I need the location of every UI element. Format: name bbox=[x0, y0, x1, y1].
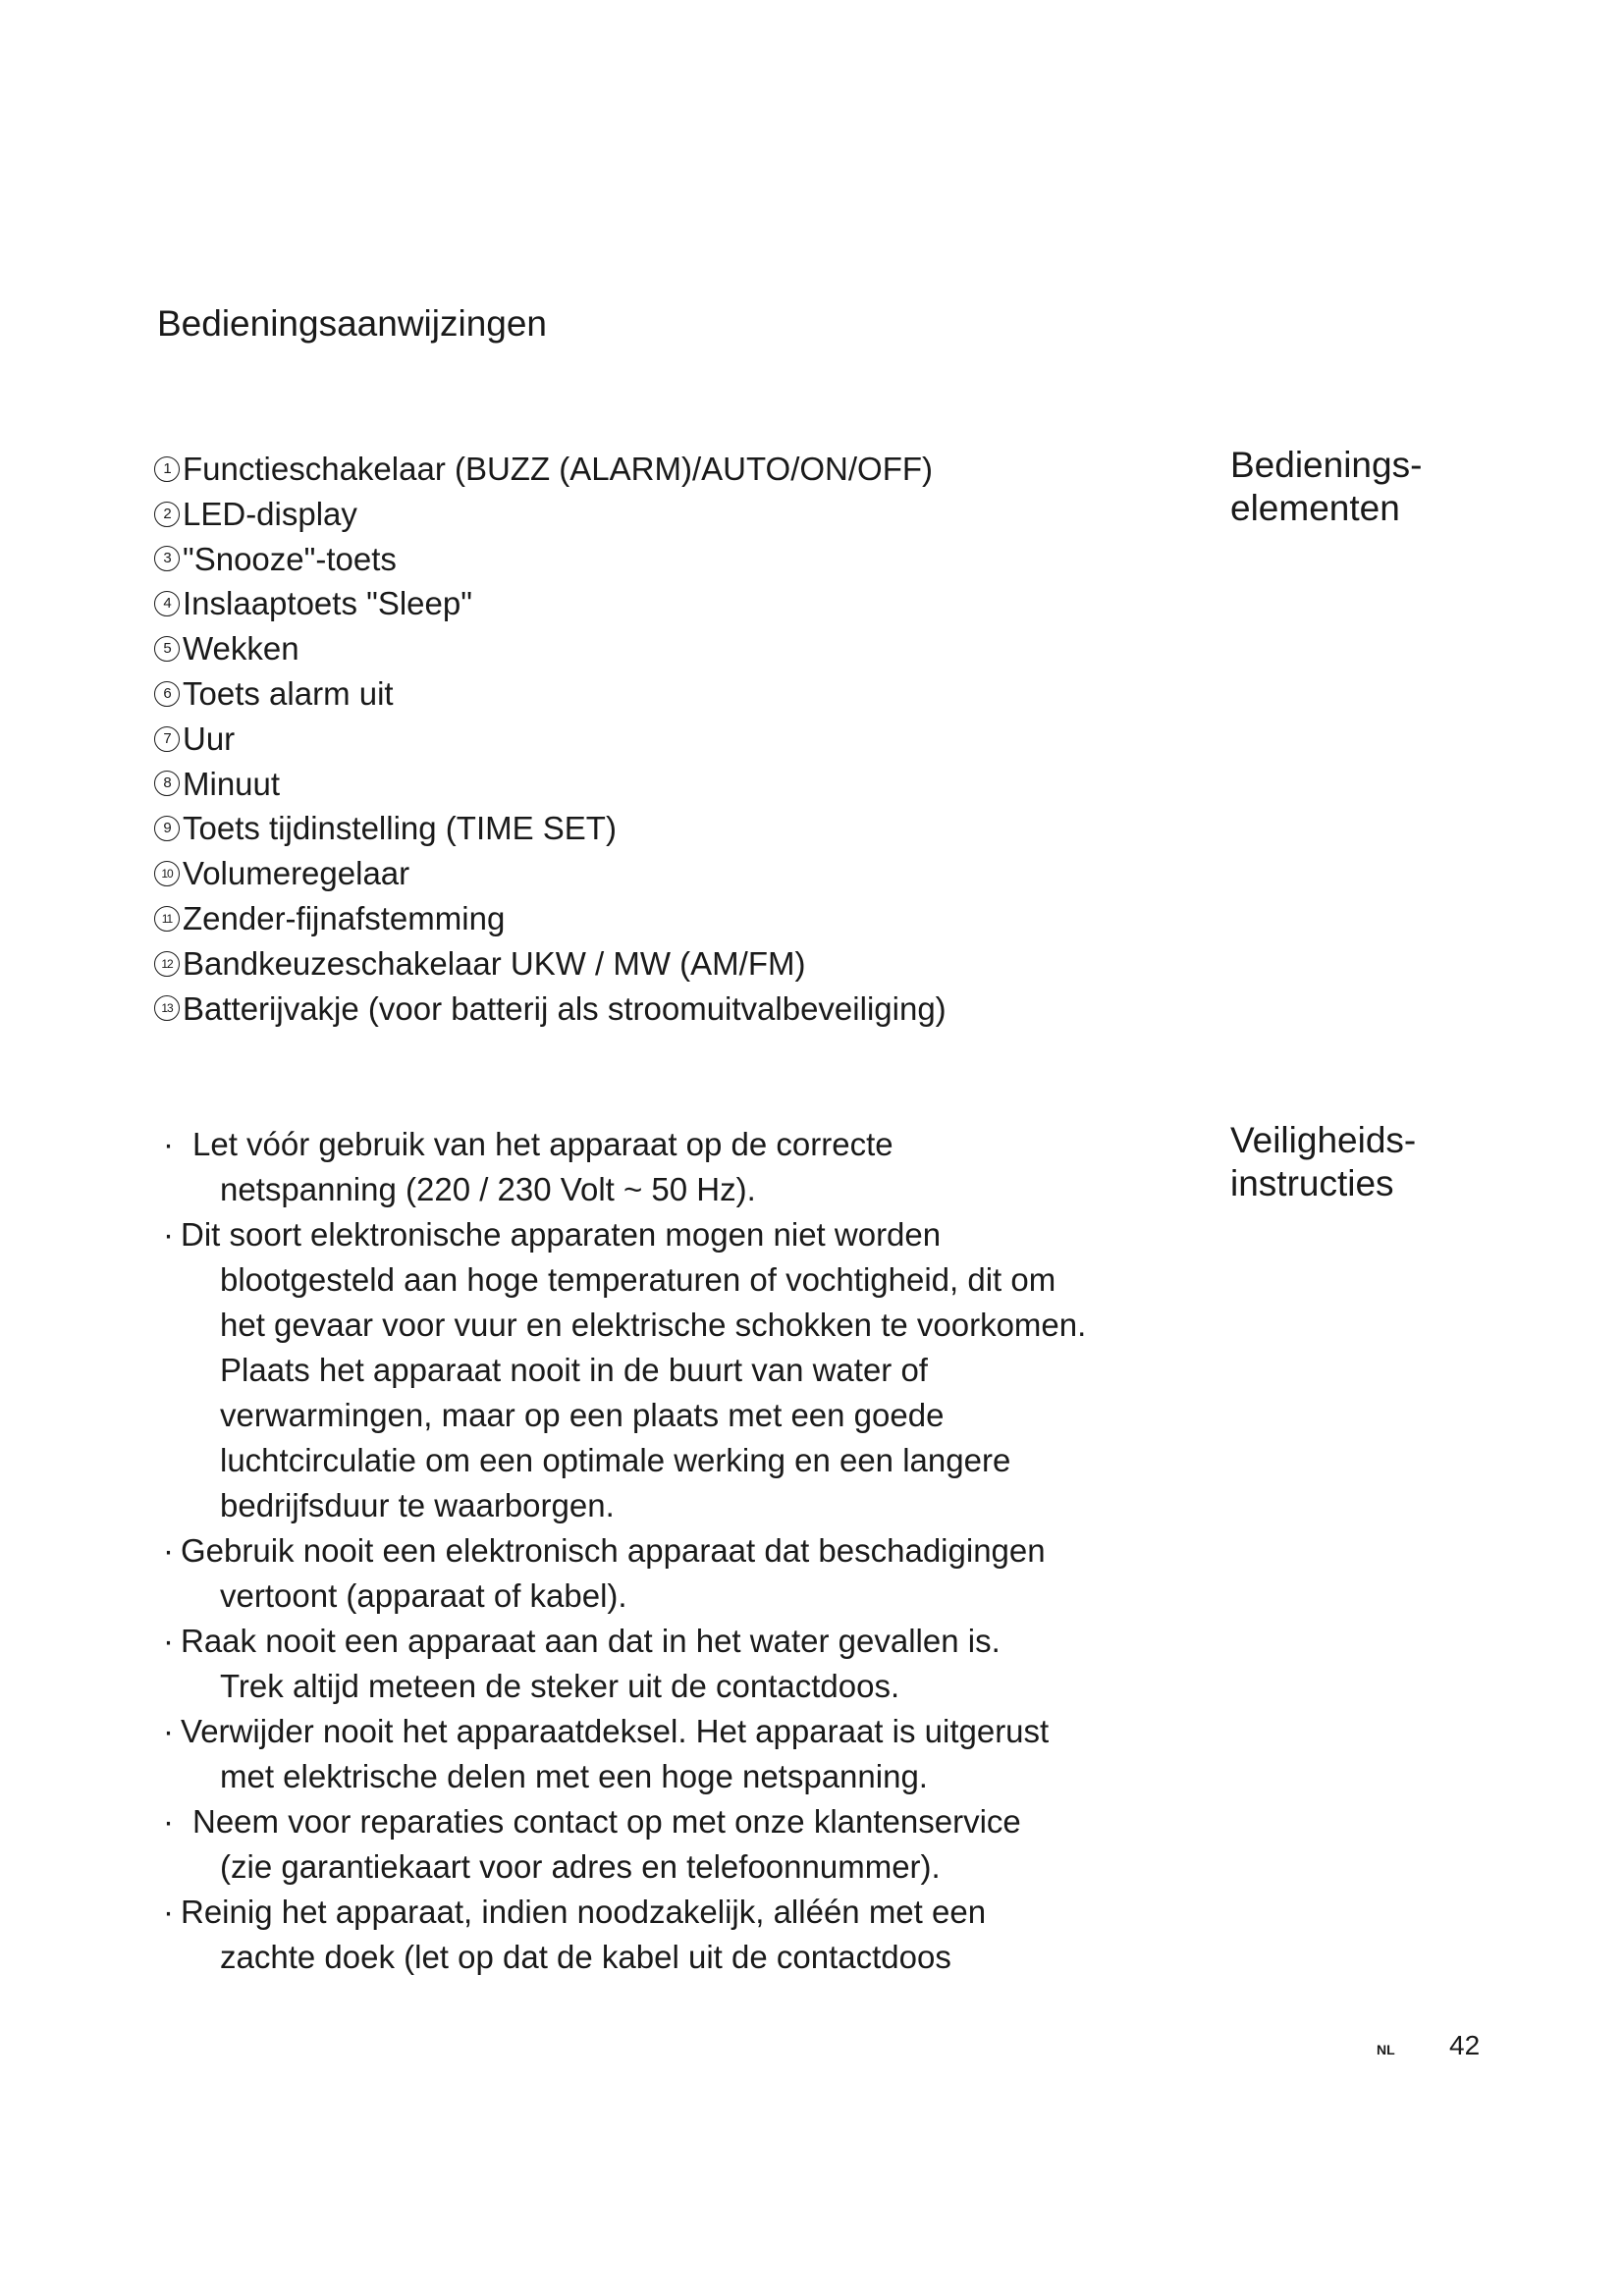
circled-number: 10 bbox=[154, 861, 180, 886]
control-label: Batterijvakje (voor batterij als stroomuitvalbeveiliging) bbox=[183, 989, 947, 1027]
controls-list-item bbox=[154, 717, 947, 762]
controls-list-item bbox=[154, 896, 947, 941]
safety-line: Let vóór gebruik van het apparaat op de correcte bbox=[192, 1126, 893, 1162]
safety-item bbox=[157, 1212, 1198, 1528]
safety-line: Trek altijd meteen de steker uit de contactdoos. bbox=[220, 1668, 900, 1704]
controls-list-item bbox=[154, 762, 947, 807]
safety-heading-line1: Veiligheids- bbox=[1230, 1120, 1417, 1160]
control-label: Wekken bbox=[183, 630, 299, 667]
circled-number: 2 bbox=[154, 502, 180, 527]
safety-line: bedrijfsduur te waarborgen. bbox=[220, 1487, 615, 1523]
control-label: Functieschakelaar (BUZZ (ALARM)/AUTO/ON/OFF) bbox=[183, 451, 934, 487]
circled-number: 1 bbox=[154, 456, 180, 482]
safety-line: Plaats het apparaat nooit in de buurt van water of bbox=[220, 1352, 928, 1388]
control-label: Uur bbox=[183, 720, 236, 757]
safety-line: zachte doek (let op dat de kabel uit de contactdoos bbox=[220, 1939, 951, 1975]
circled-number: 13 bbox=[154, 995, 180, 1021]
circled-number: 11 bbox=[154, 906, 180, 932]
control-label: Inslaaptoets "Sleep" bbox=[183, 585, 472, 622]
control-label: Minuut bbox=[183, 765, 281, 802]
safety-line: luchtcirculatie om een optimale werking en een langere bbox=[220, 1442, 1011, 1478]
safety-line: het gevaar voor vuur en elektrische schokken te voorkomen. bbox=[220, 1307, 1087, 1343]
controls-list-item bbox=[154, 626, 947, 671]
controls-section-heading bbox=[1230, 444, 1422, 530]
control-label: Volumeregelaar bbox=[183, 855, 410, 892]
controls-list-item bbox=[154, 492, 947, 537]
bullet: · bbox=[163, 1894, 174, 1930]
safety-line: verwarmingen, maar op een plaats met een goede bbox=[220, 1397, 945, 1433]
controls-list-item bbox=[154, 537, 947, 582]
circled-number: 4 bbox=[154, 591, 180, 616]
safety-item bbox=[157, 1619, 1198, 1709]
page-title: Bedieningsaanwijzingen bbox=[157, 303, 548, 344]
controls-list-item bbox=[154, 941, 947, 987]
safety-line: Neem voor reparaties contact op met onze klantenservice bbox=[192, 1803, 1021, 1840]
bullet: · bbox=[163, 1713, 174, 1749]
safety-item bbox=[157, 1799, 1198, 1890]
circled-number: 3 bbox=[154, 546, 180, 571]
circled-number: 6 bbox=[154, 681, 180, 707]
bullet: · bbox=[163, 1216, 174, 1253]
safety-line: netspanning (220 / 230 Volt ~ 50 Hz). bbox=[220, 1171, 756, 1207]
circled-number: 8 bbox=[154, 771, 180, 796]
controls-heading-line2: elementen bbox=[1230, 488, 1400, 528]
controls-list-item bbox=[154, 447, 947, 492]
controls-list bbox=[154, 447, 947, 1031]
control-label: Zender-fijnafstemming bbox=[183, 899, 506, 936]
control-label: Toets alarm uit bbox=[183, 674, 394, 712]
safety-line: blootgesteld aan hoge temperaturen of vochtigheid, dit om bbox=[220, 1261, 1056, 1298]
safety-line: Gebruik nooit een elektronisch apparaat dat beschadigingen bbox=[181, 1532, 1046, 1569]
safety-item bbox=[157, 1122, 1198, 1212]
safety-line: met elektrische delen met een hoge netspanning. bbox=[220, 1758, 928, 1794]
bullet: · bbox=[163, 1532, 174, 1569]
bullet: · bbox=[163, 1623, 174, 1659]
controls-list-item bbox=[154, 987, 947, 1032]
language-code: NL bbox=[1377, 2042, 1395, 2057]
safety-line: Dit soort elektronische apparaten mogen niet worden bbox=[181, 1216, 942, 1253]
safety-line: (zie garantiekaart voor adres en telefoonnummer). bbox=[220, 1848, 941, 1885]
circled-number: 9 bbox=[154, 816, 180, 841]
page-number: 42 bbox=[1449, 2030, 1481, 2060]
control-label: LED-display bbox=[183, 495, 357, 532]
safety-item bbox=[157, 1890, 1198, 1980]
circled-number: 12 bbox=[154, 951, 180, 977]
safety-item bbox=[157, 1709, 1198, 1799]
bullet: · bbox=[163, 1803, 174, 1840]
circled-number: 7 bbox=[154, 726, 180, 752]
controls-list-item bbox=[154, 806, 947, 851]
controls-heading-line1: Bedienings- bbox=[1230, 445, 1423, 485]
bullet: · bbox=[163, 1126, 174, 1162]
circled-number: 5 bbox=[154, 636, 180, 662]
safety-list bbox=[157, 1122, 1198, 1980]
control-label: "Snooze"-toets bbox=[183, 540, 397, 577]
safety-section-heading bbox=[1230, 1119, 1416, 1205]
controls-list-item bbox=[154, 671, 947, 717]
control-label: Bandkeuzeschakelaar UKW / MW (AM/FM) bbox=[183, 944, 806, 982]
safety-line: Raak nooit een apparaat aan dat in het water gevallen is. bbox=[181, 1623, 1001, 1659]
safety-heading-line2: instructies bbox=[1230, 1163, 1394, 1203]
safety-line: Reinig het apparaat, indien noodzakelijk, alléén met een bbox=[181, 1894, 987, 1930]
safety-line: vertoont (apparaat of kabel). bbox=[220, 1577, 627, 1614]
controls-list-item bbox=[154, 581, 947, 626]
controls-list-item bbox=[154, 851, 947, 896]
safety-item bbox=[157, 1528, 1198, 1619]
control-label: Toets tijdinstelling (TIME SET) bbox=[183, 810, 617, 847]
safety-line: Verwijder nooit het apparaatdeksel. Het apparaat is uitgerust bbox=[181, 1713, 1050, 1749]
